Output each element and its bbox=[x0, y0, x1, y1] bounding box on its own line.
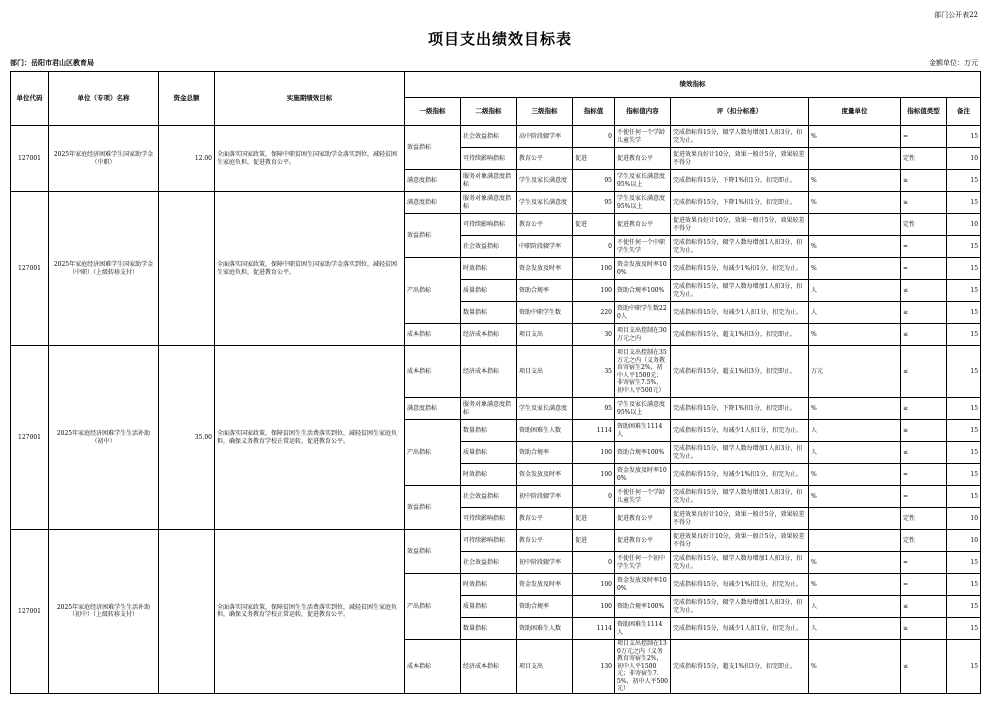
value-type-cell: ≥ bbox=[901, 302, 947, 324]
unit-code-cell: 127001 bbox=[11, 126, 49, 192]
value-cell: 220 bbox=[573, 302, 615, 324]
fund-total-cell: 12.00 bbox=[159, 126, 215, 192]
remark-cell: 15 bbox=[947, 574, 981, 596]
header-unit-name: 单位（专项）名称 bbox=[49, 72, 159, 126]
level2-cell: 可持续影响指标 bbox=[461, 508, 517, 530]
level2-cell: 数量指标 bbox=[461, 420, 517, 442]
value-cell: 0 bbox=[573, 486, 615, 508]
level2-cell: 可持续影响指标 bbox=[461, 148, 517, 170]
scoring-cell: 完成指标得15分，超支1%扣3分，扣完即止。 bbox=[671, 324, 809, 346]
level1-cell: 满意度指标 bbox=[405, 170, 461, 192]
value-content-cell: 资助困难生1114人 bbox=[615, 618, 671, 640]
amount-unit-label: 金额单位：万元 bbox=[929, 59, 978, 67]
value-cell: 促进 bbox=[573, 148, 615, 170]
measure-unit-cell bbox=[809, 508, 901, 530]
remark-cell: 15 bbox=[947, 126, 981, 148]
level2-cell: 服务对象满意度指标 bbox=[461, 170, 517, 192]
level3-cell: 资助困难生人数 bbox=[517, 618, 573, 640]
value-content-cell: 资金发放及时率100% bbox=[615, 574, 671, 596]
level1-cell: 产出指标 bbox=[405, 574, 461, 640]
unit-code-cell: 127001 bbox=[11, 530, 49, 694]
level3-cell: 资助困难生人数 bbox=[517, 420, 573, 442]
level2-cell: 质量指标 bbox=[461, 442, 517, 464]
level2-cell: 社会效益指标 bbox=[461, 486, 517, 508]
target-cell: 全面落实国家政策，保障中职贫困生国家助学金落实到位，减轻贫困生家庭负担，促进教育公平。 bbox=[215, 192, 405, 346]
header-remark: 备注 bbox=[947, 98, 981, 126]
header-level1: 一级指标 bbox=[405, 98, 461, 126]
value-content-cell: 项目支出控制在35万元之内（义务教育寄宿生2%，初中人平1500元；非寄宿生7.5%，初中人平500元） bbox=[615, 346, 671, 398]
level1-cell: 成本指标 bbox=[405, 324, 461, 346]
measure-unit-cell: % bbox=[809, 574, 901, 596]
scoring-cell: 完成指标得15分，辍学人数每增加1人扣3分，扣完为止。 bbox=[671, 486, 809, 508]
unit-code-cell: 127001 bbox=[11, 346, 49, 530]
value-content-cell: 资金发放及时率100% bbox=[615, 464, 671, 486]
level1-cell: 效益指标 bbox=[405, 486, 461, 530]
level2-cell: 时效指标 bbox=[461, 574, 517, 596]
value-content-cell: 项目支出控制在30万元之内 bbox=[615, 324, 671, 346]
header-value-content: 指标值内容 bbox=[615, 98, 671, 126]
value-cell: 35 bbox=[573, 346, 615, 398]
remark-cell: 15 bbox=[947, 618, 981, 640]
value-type-cell: ≤ bbox=[901, 346, 947, 398]
value-cell: 100 bbox=[573, 258, 615, 280]
remark-cell: 15 bbox=[947, 486, 981, 508]
level3-cell: 学生及家长满意度 bbox=[517, 192, 573, 214]
level2-cell: 时效指标 bbox=[461, 464, 517, 486]
table-row bbox=[11, 192, 981, 214]
value-cell: 促进 bbox=[573, 530, 615, 552]
value-content-cell: 学生及家长满意度95%以上 bbox=[615, 398, 671, 420]
scoring-cell: 完成指标得15分，每减少1%扣1分，扣完为止。 bbox=[671, 464, 809, 486]
table-row bbox=[11, 126, 981, 148]
scoring-cell: 完成指标得15分，超支1%扣3分，扣完即止。 bbox=[671, 346, 809, 398]
measure-unit-cell: 人 bbox=[809, 302, 901, 324]
level2-cell: 经济成本指标 bbox=[461, 346, 517, 398]
table-row bbox=[11, 530, 981, 552]
unit-name-cell: 2025年家庭经济困难学生国家助学金（中职） bbox=[49, 126, 159, 192]
unit-name-cell: 2025年家庭经济困难学生生活补助（初中） bbox=[49, 346, 159, 530]
unit-name-cell: 2025年家庭经济困难学生国家助学金（中职）（上级转移支付） bbox=[49, 192, 159, 346]
scoring-cell: 完成指标得15分，辍学人数每增加1人扣3分，扣完为止。 bbox=[671, 442, 809, 464]
scoring-cell: 完成指标得15分，每减少1%扣1分，扣完为止。 bbox=[671, 574, 809, 596]
scoring-cell: 完成指标得15分，每减少1%扣1分，扣完为止。 bbox=[671, 258, 809, 280]
scoring-cell: 完成指标得15分，每减少1人扣1分，扣完为止。 bbox=[671, 618, 809, 640]
page-title: 项目支出绩效目标表 bbox=[427, 30, 572, 48]
performance-table bbox=[10, 71, 981, 694]
level3-cell: 中职阶段辍学率 bbox=[517, 236, 573, 258]
value-content-cell: 资助合规率100% bbox=[615, 442, 671, 464]
scoring-cell: 促进效果良好计10分，效果一般计5分，效果较差不得分 bbox=[671, 214, 809, 236]
value-content-cell: 资助中职学生数220人 bbox=[615, 302, 671, 324]
level2-cell: 服务对象满意度指标 bbox=[461, 192, 517, 214]
value-cell: 1114 bbox=[573, 618, 615, 640]
scoring-cell: 完成指标得15分，每减少1人扣1分，扣完为止。 bbox=[671, 302, 809, 324]
value-cell: 0 bbox=[573, 126, 615, 148]
value-type-cell: ≥ bbox=[901, 170, 947, 192]
value-type-cell: = bbox=[901, 258, 947, 280]
remark-cell: 15 bbox=[947, 640, 981, 694]
scoring-cell: 促进效果良好计10分，效果一般计5分，效果较差不得分 bbox=[671, 508, 809, 530]
header-unit-code: 单位代码 bbox=[11, 72, 49, 126]
value-type-cell: = bbox=[901, 126, 947, 148]
value-content-cell: 促进教育公平 bbox=[615, 148, 671, 170]
unit-code-cell: 127001 bbox=[11, 192, 49, 346]
measure-unit-cell: % bbox=[809, 258, 901, 280]
measure-unit-cell: % bbox=[809, 464, 901, 486]
value-content-cell: 学生及家长满意度95%以上 bbox=[615, 192, 671, 214]
level2-cell: 质量指标 bbox=[461, 596, 517, 618]
value-cell: 95 bbox=[573, 398, 615, 420]
remark-cell: 15 bbox=[947, 552, 981, 574]
remark-cell: 10 bbox=[947, 508, 981, 530]
measure-unit-cell: % bbox=[809, 640, 901, 694]
value-cell: 30 bbox=[573, 324, 615, 346]
measure-unit-cell: % bbox=[809, 324, 901, 346]
value-content-cell: 资助合规率100% bbox=[615, 280, 671, 302]
value-content-cell: 不使任何一个初中学生失学 bbox=[615, 552, 671, 574]
remark-cell: 15 bbox=[947, 192, 981, 214]
value-cell: 100 bbox=[573, 574, 615, 596]
value-cell: 130 bbox=[573, 640, 615, 694]
scoring-cell: 完成指标得15分，辍学人数每增加1人扣3分，扣完为止。 bbox=[671, 552, 809, 574]
value-content-cell: 不使任何一个中职学生失学 bbox=[615, 236, 671, 258]
scoring-cell: 完成指标得15分，辍学人数每增加1人扣3分，扣完为止。 bbox=[671, 596, 809, 618]
level2-cell: 服务对象满意度指标 bbox=[461, 398, 517, 420]
scoring-cell: 促进效果良好计10分，效果一般计5分，效果较差不得分 bbox=[671, 148, 809, 170]
level1-cell: 效益指标 bbox=[405, 126, 461, 170]
measure-unit-cell: 人 bbox=[809, 442, 901, 464]
scoring-cell: 完成指标得15分，下降1%扣1分，扣完即止。 bbox=[671, 398, 809, 420]
value-cell: 1114 bbox=[573, 420, 615, 442]
value-type-cell: = bbox=[901, 552, 947, 574]
level3-cell: 项目支出 bbox=[517, 324, 573, 346]
value-cell: 100 bbox=[573, 596, 615, 618]
value-cell: 100 bbox=[573, 464, 615, 486]
level1-cell: 成本指标 bbox=[405, 346, 461, 398]
level3-cell: 资金发放及时率 bbox=[517, 574, 573, 596]
measure-unit-cell: % bbox=[809, 486, 901, 508]
remark-cell: 15 bbox=[947, 324, 981, 346]
target-cell: 全面落实国家政策，保障贫困生生活费落实到位，减轻贫困生家庭负担，确保义务教育学校正常运转，促进教育公平。 bbox=[215, 530, 405, 694]
header-value-type: 指标值类型 bbox=[901, 98, 947, 126]
fund-total-cell bbox=[159, 530, 215, 694]
value-content-cell: 资助合规率100% bbox=[615, 596, 671, 618]
level2-cell: 时效指标 bbox=[461, 258, 517, 280]
level1-cell: 成本指标 bbox=[405, 640, 461, 694]
level2-cell: 社会效益指标 bbox=[461, 126, 517, 148]
header-level3: 三级指标 bbox=[517, 98, 573, 126]
level3-cell: 教育公平 bbox=[517, 214, 573, 236]
value-content-cell: 促进教育公平 bbox=[615, 214, 671, 236]
value-cell: 95 bbox=[573, 192, 615, 214]
level3-cell: 资助合规率 bbox=[517, 280, 573, 302]
value-cell: 促进 bbox=[573, 508, 615, 530]
measure-unit-cell: % bbox=[809, 552, 901, 574]
level2-cell: 可持续影响指标 bbox=[461, 214, 517, 236]
remark-cell: 15 bbox=[947, 442, 981, 464]
scoring-cell: 完成指标得15分，辍学人数每增加1人扣3分，扣完为止。 bbox=[671, 236, 809, 258]
scoring-cell: 完成指标得15分，辍学人数每增加1人扣3分，扣完为止。 bbox=[671, 280, 809, 302]
scoring-cell: 促进效果良好计10分，效果一般计5分，效果较差不得分 bbox=[671, 530, 809, 552]
level3-cell: 资助合规率 bbox=[517, 442, 573, 464]
level3-cell: 项目支出 bbox=[517, 640, 573, 694]
remark-cell: 15 bbox=[947, 236, 981, 258]
remark-cell: 15 bbox=[947, 398, 981, 420]
header-level2: 二级指标 bbox=[461, 98, 517, 126]
scoring-cell: 完成指标得15分，每减少1人扣1分，扣完为止。 bbox=[671, 420, 809, 442]
level3-cell: 初中阶段辍学率 bbox=[517, 552, 573, 574]
value-type-cell: = bbox=[901, 574, 947, 596]
value-content-cell: 不使任何一个学龄儿童失学 bbox=[615, 486, 671, 508]
level1-cell: 满意度指标 bbox=[405, 398, 461, 420]
target-cell: 全面落实国家政策，保障贫困生生活费落实到位，减轻贫困生家庭负担，确保义务教育学校正常运转，促进教育公平。 bbox=[215, 346, 405, 530]
unit-name-cell: 2025年家庭经济困难学生生活补助（初中）（上级转移支付） bbox=[49, 530, 159, 694]
value-type-cell: 定性 bbox=[901, 214, 947, 236]
value-content-cell: 促进教育公平 bbox=[615, 530, 671, 552]
value-type-cell: ≤ bbox=[901, 596, 947, 618]
target-cell: 全面落实国家政策，保障中职贫困生国家助学金落实到位，减轻贫困生家庭负担，促进教育公平。 bbox=[215, 126, 405, 192]
remark-cell: 10 bbox=[947, 214, 981, 236]
value-type-cell: ≤ bbox=[901, 640, 947, 694]
value-type-cell: ≤ bbox=[901, 324, 947, 346]
level3-cell: 教育公平 bbox=[517, 530, 573, 552]
level3-cell: 学生及家长满意度 bbox=[517, 170, 573, 192]
value-content-cell: 不使任何一个学龄儿童失学 bbox=[615, 126, 671, 148]
level1-cell: 效益指标 bbox=[405, 530, 461, 574]
measure-unit-cell: 人 bbox=[809, 420, 901, 442]
value-type-cell: ≥ bbox=[901, 420, 947, 442]
value-cell: 0 bbox=[573, 236, 615, 258]
measure-unit-cell: 万元 bbox=[809, 346, 901, 398]
remark-cell: 15 bbox=[947, 464, 981, 486]
level1-cell: 满意度指标 bbox=[405, 192, 461, 214]
measure-unit-cell bbox=[809, 214, 901, 236]
remark-cell: 10 bbox=[947, 148, 981, 170]
value-cell: 95 bbox=[573, 170, 615, 192]
level2-cell: 质量指标 bbox=[461, 280, 517, 302]
level2-cell: 数量指标 bbox=[461, 618, 517, 640]
level2-cell: 经济成本指标 bbox=[461, 324, 517, 346]
value-type-cell: 定性 bbox=[901, 530, 947, 552]
value-cell: 100 bbox=[573, 280, 615, 302]
level2-cell: 经济成本指标 bbox=[461, 640, 517, 694]
value-content-cell: 学生及家长满意度95%以上 bbox=[615, 170, 671, 192]
scoring-cell: 完成指标得15分，超支1%扣3分，扣完即止。 bbox=[671, 640, 809, 694]
fund-total-cell: 35.00 bbox=[159, 346, 215, 530]
measure-unit-cell: 人 bbox=[809, 618, 901, 640]
level2-cell: 社会效益指标 bbox=[461, 236, 517, 258]
scoring-cell: 完成指标得15分，下降1%扣1分，扣完即止。 bbox=[671, 170, 809, 192]
value-type-cell: 定性 bbox=[901, 508, 947, 530]
value-type-cell: ≥ bbox=[901, 192, 947, 214]
value-cell: 0 bbox=[573, 552, 615, 574]
value-type-cell: = bbox=[901, 236, 947, 258]
table-row bbox=[11, 346, 981, 398]
measure-unit-cell: 人 bbox=[809, 280, 901, 302]
table-body bbox=[11, 126, 981, 694]
value-type-cell: ≥ bbox=[901, 398, 947, 420]
value-type-cell: 定性 bbox=[901, 148, 947, 170]
header-value: 指标值 bbox=[573, 98, 615, 126]
value-type-cell: = bbox=[901, 464, 947, 486]
measure-unit-cell bbox=[809, 530, 901, 552]
remark-cell: 15 bbox=[947, 346, 981, 398]
level3-cell: 项目支出 bbox=[517, 346, 573, 398]
measure-unit-cell: % bbox=[809, 236, 901, 258]
level1-cell: 产出指标 bbox=[405, 420, 461, 486]
level2-cell: 数量指标 bbox=[461, 302, 517, 324]
level3-cell: 资助合规率 bbox=[517, 596, 573, 618]
value-content-cell: 资助困难生1114人 bbox=[615, 420, 671, 442]
level2-cell: 社会效益指标 bbox=[461, 552, 517, 574]
fund-total-cell bbox=[159, 192, 215, 346]
value-type-cell: = bbox=[901, 486, 947, 508]
scoring-cell: 完成指标得15分，辍学人数每增加1人扣3分，扣完为止。 bbox=[671, 126, 809, 148]
remark-cell: 15 bbox=[947, 280, 981, 302]
measure-unit-cell: % bbox=[809, 192, 901, 214]
scoring-cell: 完成指标得15分，下降1%扣1分，扣完即止。 bbox=[671, 192, 809, 214]
level3-cell: 资金发放及时率 bbox=[517, 258, 573, 280]
level1-cell: 产出指标 bbox=[405, 258, 461, 324]
value-content-cell: 促进教育公平 bbox=[615, 508, 671, 530]
header-scoring: 评（扣分标准） bbox=[671, 98, 809, 126]
level3-cell: 高中阶段辍学率 bbox=[517, 126, 573, 148]
remark-cell: 15 bbox=[947, 170, 981, 192]
measure-unit-cell: % bbox=[809, 170, 901, 192]
measure-unit-cell: % bbox=[809, 126, 901, 148]
measure-unit-cell: % bbox=[809, 398, 901, 420]
department-label: 部门：岳阳市君山区教育局 bbox=[10, 58, 94, 67]
measure-unit-cell: 人 bbox=[809, 596, 901, 618]
measure-unit-cell bbox=[809, 148, 901, 170]
level3-cell: 教育公平 bbox=[517, 508, 573, 530]
value-content-cell: 资金发放及时率100% bbox=[615, 258, 671, 280]
level1-cell: 效益指标 bbox=[405, 214, 461, 258]
header-indicator-group: 绩效指标 bbox=[405, 72, 981, 98]
level3-cell: 资金发放及时率 bbox=[517, 464, 573, 486]
header-measure-unit: 度量单位 bbox=[809, 98, 901, 126]
level3-cell: 教育公平 bbox=[517, 148, 573, 170]
value-type-cell: ≤ bbox=[901, 442, 947, 464]
value-cell: 促进 bbox=[573, 214, 615, 236]
level2-cell: 可持续影响指标 bbox=[461, 530, 517, 552]
header-target: 实施期绩效目标 bbox=[215, 72, 405, 126]
remark-cell: 10 bbox=[947, 530, 981, 552]
level3-cell: 资助中职学生数 bbox=[517, 302, 573, 324]
remark-cell: 15 bbox=[947, 302, 981, 324]
header-fund-total: 资金总额 bbox=[159, 72, 215, 126]
remark-cell: 15 bbox=[947, 420, 981, 442]
value-type-cell: ≤ bbox=[901, 280, 947, 302]
level3-cell: 学生及家长满意度 bbox=[517, 398, 573, 420]
value-content-cell: 项目支出控制在130万元之内（义务教育寄宿生2%，初中人平1500元；非寄宿生7.5%，初中人平500元） bbox=[615, 640, 671, 694]
remark-cell: 15 bbox=[947, 258, 981, 280]
value-cell: 100 bbox=[573, 442, 615, 464]
remark-cell: 15 bbox=[947, 596, 981, 618]
level3-cell: 初中阶段辍学率 bbox=[517, 486, 573, 508]
page-number-label: 部门公开表22 bbox=[934, 11, 978, 19]
value-type-cell: ≥ bbox=[901, 618, 947, 640]
